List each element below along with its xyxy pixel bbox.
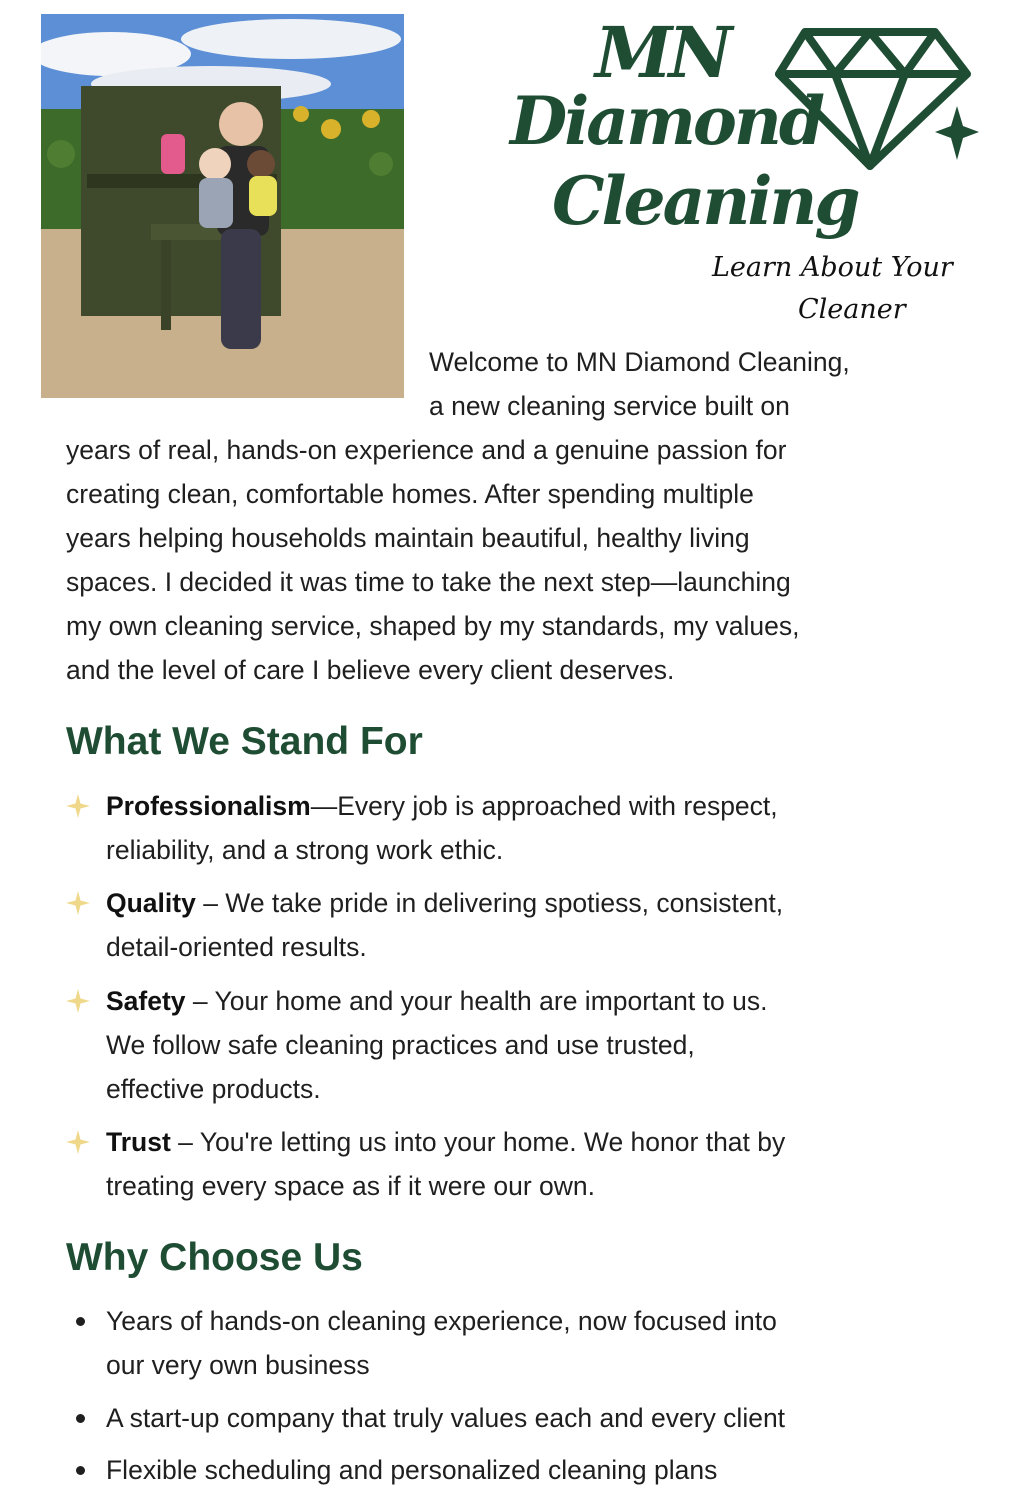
value-title: Quality: [106, 888, 196, 918]
why-line: Years of hands-on cleaning experience, now focused into: [106, 1306, 777, 1336]
value-item-trust: [66, 1120, 966, 1208]
cleaner-photo: [41, 14, 404, 398]
value-separator: –: [170, 1127, 200, 1157]
intro-line: years of real, hands-on experience and a genuine passion for: [66, 435, 787, 465]
intro-line: creating clean, comfortable homes. After spending multiple: [66, 479, 754, 509]
intro-line: and the level of care I believe every client deserves.: [66, 655, 675, 685]
value-text: We take pride in delivering spotiess, consistent,: [225, 888, 784, 918]
value-separator: –: [195, 888, 226, 918]
value-line: effective products.: [106, 1074, 321, 1104]
value-line: We follow safe cleaning practices and use trusted,: [106, 1030, 695, 1060]
value-line: [106, 784, 966, 828]
intro-line: spaces. I decided it was time to take the next step—launching: [66, 567, 791, 597]
value-line: [106, 979, 966, 1023]
value-title: Trust: [106, 1127, 171, 1157]
value-text: Your home and your health are important to us.: [214, 986, 768, 1016]
tagline-line2: Cleaner: [798, 294, 906, 325]
why-item: [66, 1448, 966, 1491]
value-line: [106, 1120, 966, 1164]
diamond-icon: [775, 26, 980, 176]
intro-paragraph-right: [429, 340, 989, 428]
why-line: Flexible scheduling and personalized cleaning plans: [106, 1455, 718, 1485]
photo-illustration: [41, 14, 404, 398]
value-title: Professionalism: [106, 791, 311, 821]
bullet-dot-icon: [76, 1317, 85, 1326]
intro-line: a new cleaning service built on: [429, 391, 790, 421]
brand-logo: [500, 8, 1000, 338]
logo-diamond-text: Diamond: [510, 82, 823, 160]
value-separator: —: [310, 791, 338, 821]
logo-mn-text: MN: [595, 11, 729, 94]
value-title: Safety: [106, 986, 186, 1016]
value-line: reliability, and a strong work ethic.: [106, 835, 504, 865]
sparkle-icon: [66, 989, 90, 1013]
value-text: Every job is approached with respect,: [337, 791, 778, 821]
stand-for-heading: What We Stand For: [66, 720, 423, 763]
why-choose-heading: Why Choose Us: [66, 1236, 363, 1279]
intro-line: years helping households maintain beautiful, healthy living: [66, 523, 750, 553]
why-item: [66, 1396, 966, 1440]
value-line: treating every space as if it were our own.: [106, 1171, 596, 1201]
value-item-quality: [66, 881, 966, 969]
value-item-professionalism: [66, 784, 966, 872]
sparkle-icon: [66, 891, 90, 915]
intro-line: my own cleaning service, shaped by my standards, my values,: [66, 611, 800, 641]
value-separator: –: [185, 986, 215, 1016]
sparkle-icon: [66, 1130, 90, 1154]
why-item: [66, 1299, 966, 1387]
intro-paragraph-full: [66, 428, 996, 692]
bullet-dot-icon: [76, 1414, 85, 1423]
bullet-dot-icon: [76, 1466, 85, 1475]
value-line: detail-oriented results.: [106, 932, 367, 962]
value-line: [106, 881, 966, 925]
why-line: our very own business: [106, 1350, 370, 1380]
tagline-line1: Learn About Your: [712, 252, 953, 283]
logo-cleaning-text: Cleaning: [552, 162, 858, 240]
value-item-safety: [66, 979, 966, 1111]
sparkle-icon: [66, 794, 90, 818]
value-text: You're letting us into your home. We honor that by: [199, 1127, 786, 1157]
intro-line: Welcome to MN Diamond Cleaning,: [429, 347, 850, 377]
why-line: A start-up company that truly values each and every client: [106, 1403, 786, 1433]
